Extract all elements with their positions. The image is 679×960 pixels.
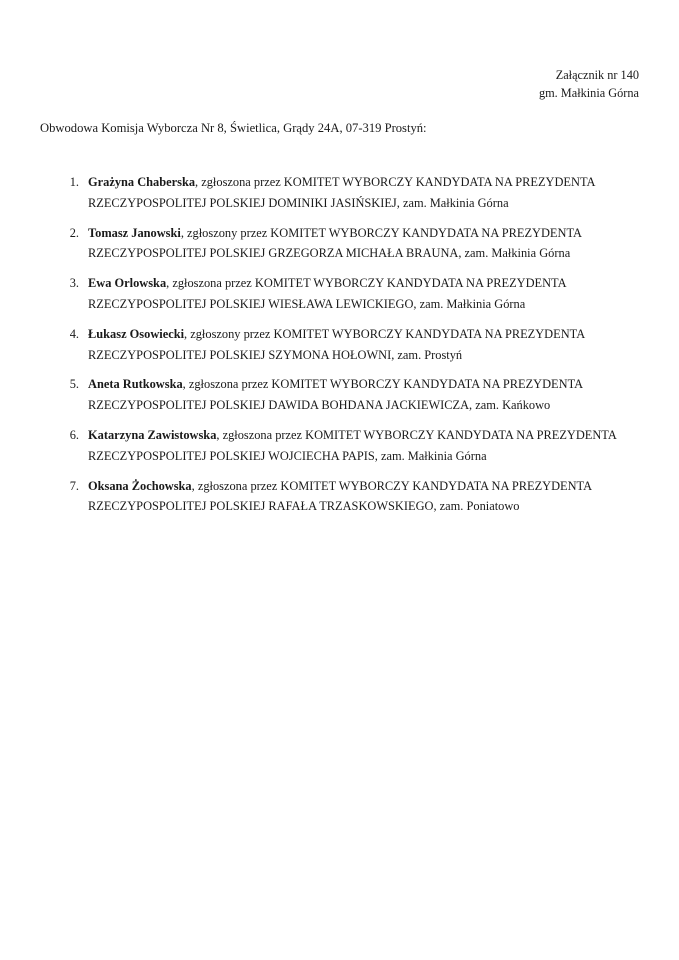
list-item: [40, 172, 639, 214]
list-item-number: 5.: [69, 377, 79, 392]
candidate-name: Tomasz Janowski: [88, 225, 181, 240]
list-item: [40, 425, 639, 467]
document-header: [539, 66, 639, 102]
candidate-details: , zgłoszony przez KOMITET WYBORCZY KANDYDATA NA PREZYDENTA RZECZYPOSPOLITEJ POLSKIEJ GRZEGORZA MICHAŁA BRAUNA, zam. Małkinia Górna: [88, 225, 582, 261]
list-item-number: 7.: [69, 478, 79, 493]
candidate-details: , zgłoszona przez KOMITET WYBORCZY KANDYDATA NA PREZYDENTA RZECZYPOSPOLITEJ POLSKIEJ WOJCIECHA PAPIS, zam. Małkinia Górna: [88, 427, 617, 463]
list-item: [40, 374, 639, 416]
candidate-name: Aneta Rutkowska: [88, 377, 183, 392]
candidate-name: Oksana Żochowska: [88, 478, 192, 493]
list-item-number: 3.: [69, 276, 79, 291]
candidate-name: Łukasz Osowiecki: [88, 326, 185, 341]
candidate-details: , zgłoszona przez KOMITET WYBORCZY KANDYDATA NA PREZYDENTA RZECZYPOSPOLITEJ POLSKIEJ DAWIDA BOHDANA JACKIEWICZA, zam. Kańkowo: [88, 377, 583, 413]
candidate-details: , zgłoszona przez KOMITET WYBORCZY KANDYDATA NA PREZYDENTA RZECZYPOSPOLITEJ POLSKIEJ WIESŁAWA LEWICKIEGO, zam. Małkinia Górna: [88, 276, 566, 311]
candidate-details: , zgłoszony przez KOMITET WYBORCZY KANDYDATA NA PREZYDENTA RZECZYPOSPOLITEJ POLSKIEJ SZYMONA HOŁOWNI, zam. Prostyń: [88, 326, 585, 362]
list-item-number: 4.: [69, 326, 79, 341]
list-item: [40, 273, 639, 315]
candidate-name: Katarzyna Zawistowska: [88, 427, 217, 442]
commission-heading: Obwodowa Komisja Wyborcza Nr 8, Świetlica, Grądy 24A, 07-319 Prostyń:: [40, 121, 427, 135]
list-item: [40, 324, 639, 366]
list-item-number: 6.: [69, 427, 79, 442]
list-item: [40, 476, 639, 518]
candidate-details: , zgłoszona przez KOMITET WYBORCZY KANDYDATA NA PREZYDENTA RZECZYPOSPOLITEJ POLSKIEJ DOMINIKI JASIŃSKIEJ, zam. Małkinia Górna: [88, 175, 595, 210]
list-item-number: 2.: [69, 225, 79, 240]
municipality-name: gm. Małkinia Górna: [538, 86, 639, 100]
list-item: [40, 223, 639, 265]
candidate-list: [40, 172, 639, 517]
list-item-number: 1.: [69, 175, 79, 189]
candidate-name: Ewa Orlowska: [88, 276, 167, 291]
candidate-details: , zgłoszona przez KOMITET WYBORCZY KANDYDATA NA PREZYDENTA RZECZYPOSPOLITEJ POLSKIEJ RAFAŁA TRZASKOWSKIEGO, zam. Poniatowo: [88, 478, 592, 514]
candidate-name: Grażyna Chaberska: [88, 175, 196, 189]
attachment-number: Załącznik nr 140: [555, 68, 639, 82]
